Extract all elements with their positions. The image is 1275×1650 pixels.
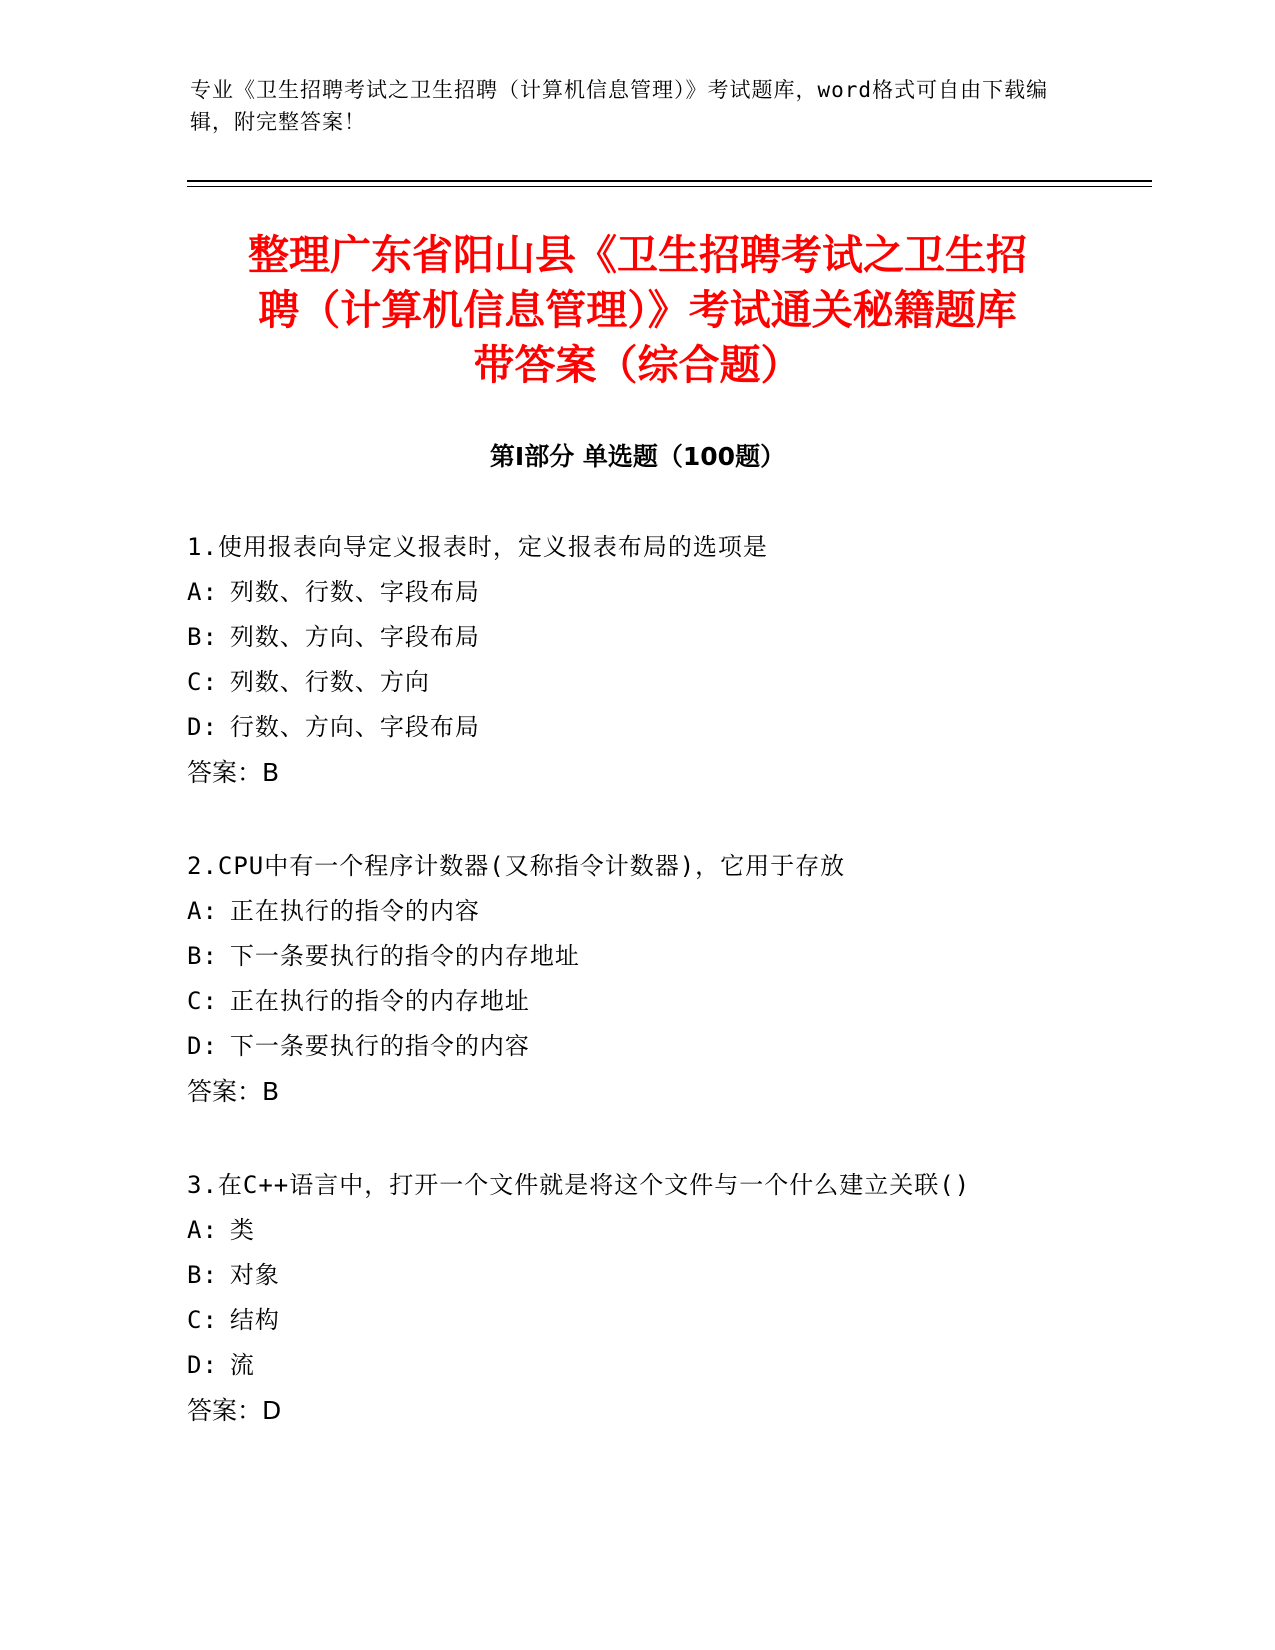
option-text: 结构 <box>229 1306 280 1334</box>
option-c <box>187 1298 1137 1343</box>
title-line: 带答案（综合题） <box>473 341 802 389</box>
answer: 答案：D <box>187 1396 282 1425</box>
answer: 答案：B <box>187 758 280 787</box>
option-text: 正在执行的指令的内存地址 <box>229 987 530 1015</box>
option-c <box>187 979 1137 1024</box>
option-a <box>187 570 1137 615</box>
option-b <box>187 1253 1137 1298</box>
option-text: 列数、行数、方向 <box>229 668 430 696</box>
option-a <box>187 1208 1137 1253</box>
header-note: 专业《卫生招聘考试之卫生招聘（计算机信息管理）》考试题库，word格式可自由下载编辑，附完整答案！ <box>190 78 1049 134</box>
option-c <box>187 660 1137 705</box>
option-key: A: <box>187 897 218 925</box>
option-key: C: <box>187 668 218 696</box>
option-text: 类 <box>229 1216 255 1244</box>
option-a <box>187 889 1137 934</box>
option-text: 对象 <box>229 1261 280 1289</box>
option-key: A: <box>187 1216 218 1244</box>
option-key: B: <box>187 1261 218 1289</box>
option-b <box>187 615 1137 660</box>
header-rule-thick <box>187 180 1152 182</box>
option-key: A: <box>187 578 218 606</box>
answer: 答案：B <box>187 1077 280 1106</box>
option-d <box>187 705 1137 750</box>
option-d <box>187 1343 1137 1388</box>
question-1 <box>187 525 1137 795</box>
option-key: C: <box>187 987 218 1015</box>
question-stem: 3.在C++语言中，打开一个文件就是将这个文件与一个什么建立关联() <box>187 1171 971 1199</box>
document-title <box>150 228 1125 393</box>
option-text: 列数、行数、字段布局 <box>229 578 480 606</box>
question-3 <box>187 1163 1137 1433</box>
option-key: B: <box>187 623 218 651</box>
question-stem: 2.CPU中有一个程序计数器(又称指令计数器)，它用于存放 <box>187 852 846 880</box>
question-2 <box>187 844 1137 1114</box>
option-key: C: <box>187 1306 218 1334</box>
header-rule-thin <box>187 186 1152 187</box>
option-text: 正在执行的指令的内容 <box>229 897 480 925</box>
option-text: 流 <box>229 1351 255 1379</box>
option-text: 下一条要执行的指令的内容 <box>229 1032 530 1060</box>
option-text: 列数、方向、字段布局 <box>229 623 480 651</box>
option-b <box>187 934 1137 979</box>
section-title: 第Ⅰ部分 单选题（100题） <box>489 442 786 471</box>
option-text: 行数、方向、字段布局 <box>229 713 480 741</box>
option-key: D: <box>187 713 218 741</box>
title-line: 聘（计算机信息管理）》考试通关秘籍题库 <box>258 286 1017 334</box>
option-key: D: <box>187 1351 218 1379</box>
option-key: B: <box>187 942 218 970</box>
option-text: 下一条要执行的指令的内存地址 <box>229 942 580 970</box>
option-key: D: <box>187 1032 218 1060</box>
title-line: 整理广东省阳山县《卫生招聘考试之卫生招 <box>248 231 1027 279</box>
question-stem: 1.使用报表向导定义报表时，定义报表布局的选项是 <box>187 533 768 561</box>
option-d <box>187 1024 1137 1069</box>
